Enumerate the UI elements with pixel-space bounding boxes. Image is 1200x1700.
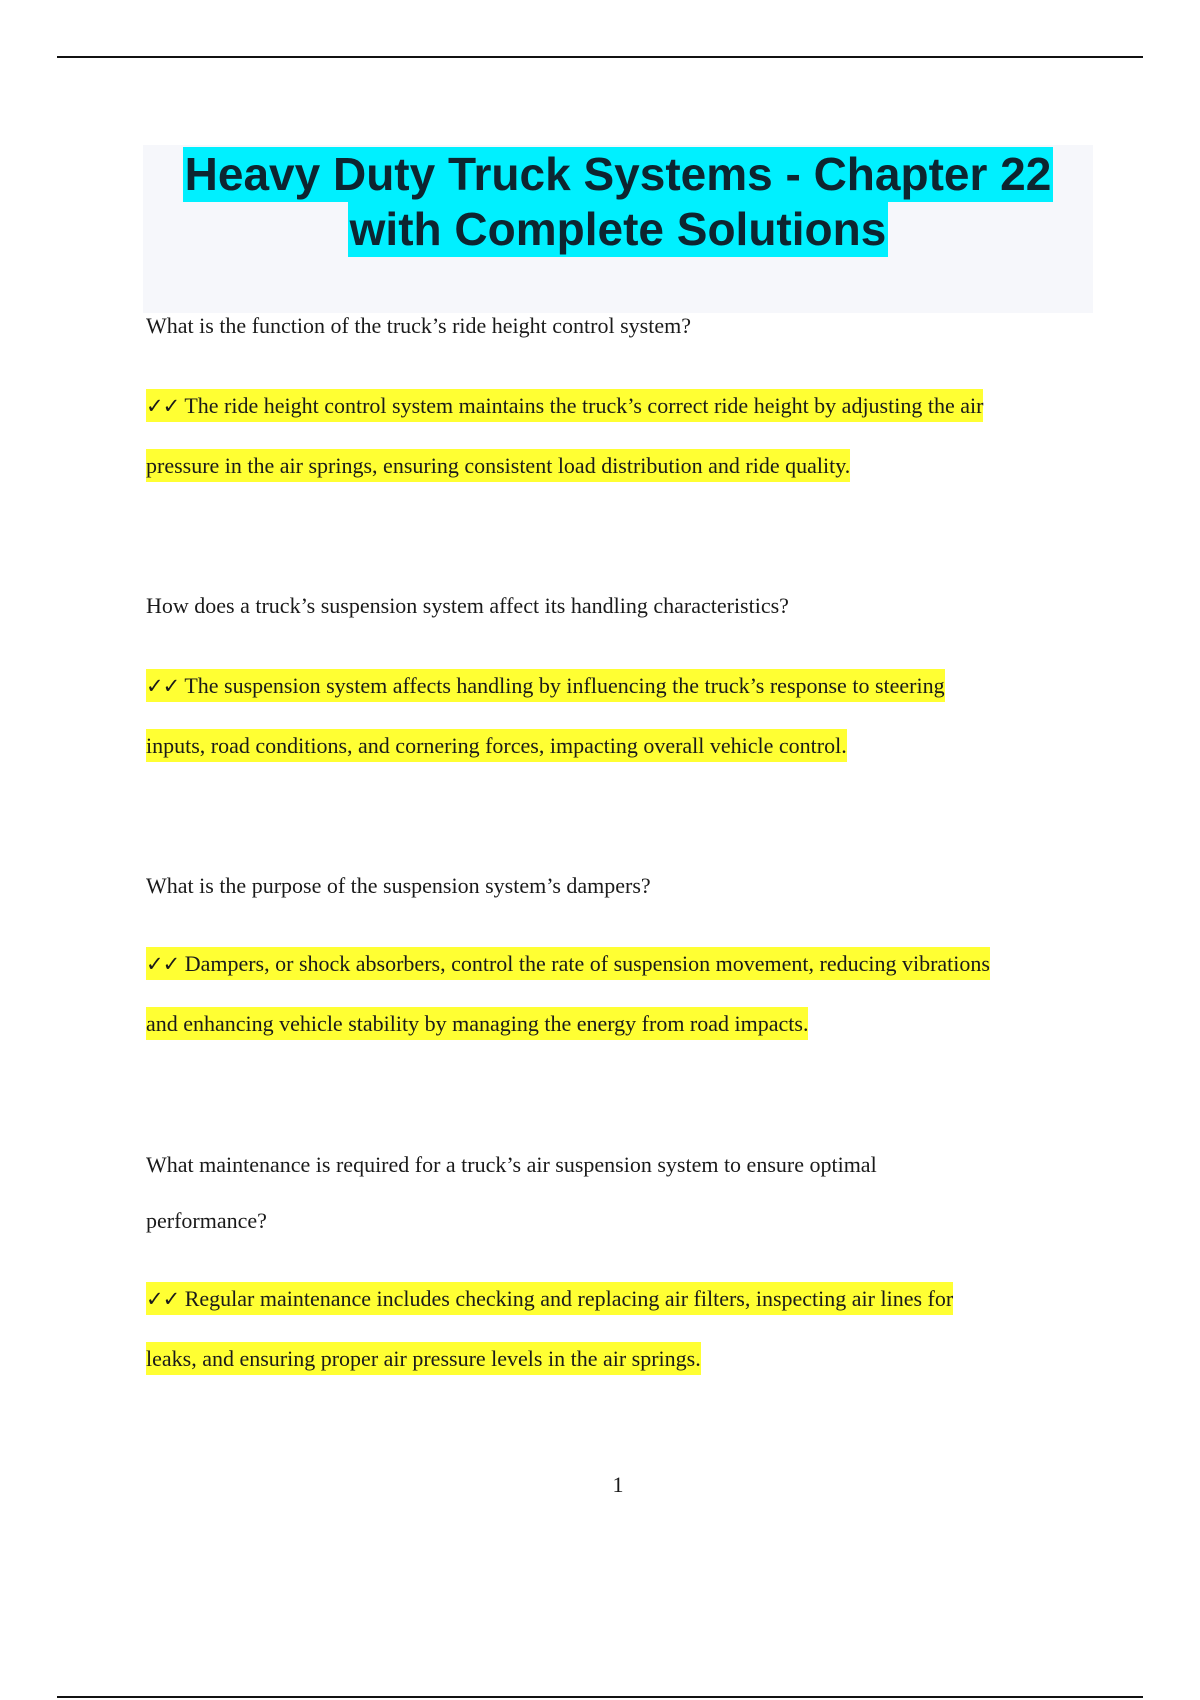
question-4 [146, 1137, 1086, 1249]
check-mark-icon: ✓✓ [146, 1287, 180, 1311]
answer-3-line-1: Dampers, or shock absorbers, control the rate of suspension movement, reducing vibrations [184, 951, 990, 976]
question-3-line-1: What is the purpose of the suspension system’s dampers? [146, 873, 651, 898]
answer-2-line-2: inputs, road conditions, and cornering forces, impacting overall vehicle control. [146, 729, 847, 762]
answer-2-line-1: The suspension system affects handling by influencing the truck’s response to steering [184, 673, 945, 698]
answer-3-line-2: and enhancing vehicle stability by managing the energy from road impacts. [146, 1007, 808, 1040]
title-block [143, 145, 1093, 313]
check-mark-icon: ✓✓ [146, 674, 180, 698]
document-title-line-2: with Complete Solutions [349, 203, 887, 255]
answer-1-line-1: The ride height control system maintains the truck’s correct ride height by adjusting the air [184, 393, 984, 418]
answer-4-line-1: Regular maintenance includes checking and replacing air filters, inspecting air lines for [184, 1286, 954, 1311]
answer-3 [146, 934, 1086, 1054]
top-rule [57, 56, 1143, 58]
question-4-line-2: performance? [146, 1208, 267, 1233]
check-mark-icon: ✓✓ [146, 952, 180, 976]
answer-4-line-2: leaks, and ensuring proper air pressure levels in the air springs. [146, 1342, 701, 1375]
check-mark-icon: ✓✓ [146, 394, 180, 418]
qa-item-4 [146, 1137, 1086, 1389]
answer-1-line-2: pressure in the air springs, ensuring consistent load distribution and ride quality. [146, 449, 850, 482]
page-number: 1 [612, 1472, 624, 1497]
bottom-rule [57, 1696, 1143, 1698]
answer-1 [146, 376, 1086, 496]
answer-2 [146, 656, 1086, 776]
question-3 [146, 858, 1086, 914]
qa-item-1 [146, 298, 1086, 496]
question-1-line-1: What is the function of the truck’s ride height control system? [146, 313, 691, 338]
qa-item-3 [146, 858, 1086, 1054]
question-4-line-1: What maintenance is required for a truck’s air suspension system to ensure optimal [146, 1152, 877, 1177]
qa-item-2 [146, 578, 1086, 776]
document-title-line-1: Heavy Duty Truck Systems - Chapter 22 [184, 148, 1052, 200]
question-1 [146, 298, 1086, 354]
answer-4 [146, 1269, 1086, 1389]
question-2-line-1: How does a truck’s suspension system affect its handling characteristics? [146, 593, 789, 618]
question-2 [146, 578, 1086, 634]
